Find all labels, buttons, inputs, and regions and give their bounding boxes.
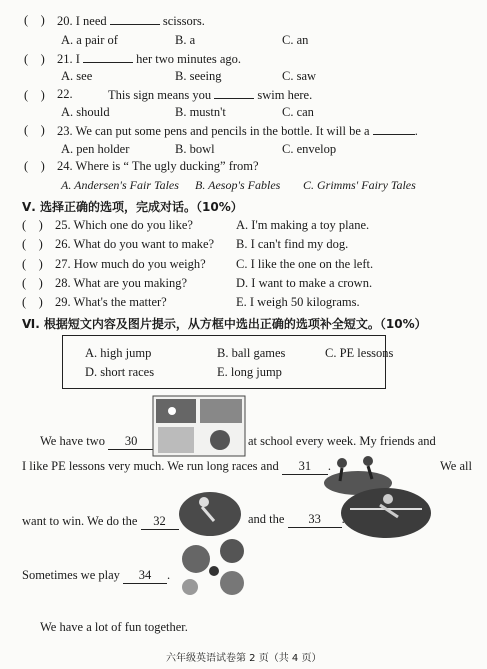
options-box: A. high jump B. ball games C. PE lessons D. short races E. long jump bbox=[62, 335, 386, 389]
page-footer: 六年级英语试卷第 2 页（共 4 页） bbox=[166, 653, 322, 664]
answer-paren[interactable]: ( ) bbox=[24, 123, 45, 137]
answer-paren[interactable]: ( ) bbox=[22, 218, 43, 232]
answer-paren[interactable]: ( ) bbox=[24, 13, 45, 27]
answer-paren[interactable]: ( ) bbox=[22, 276, 43, 290]
high-jump-illustration bbox=[340, 487, 432, 539]
blank-34[interactable]: 34 bbox=[123, 568, 167, 584]
answer-paren[interactable]: ( ) bbox=[22, 295, 43, 309]
answer-paren[interactable]: ( ) bbox=[24, 88, 45, 102]
blank-32[interactable]: 32 bbox=[141, 514, 179, 530]
answer-paren[interactable]: ( ) bbox=[22, 257, 43, 271]
section-6-title: Ⅵ. 根据短文内容及图片提示，从方框中选出正确的选项补全短文。（10%） bbox=[22, 317, 427, 331]
blank-30[interactable]: 30 bbox=[108, 434, 154, 450]
long-jump-illustration bbox=[178, 487, 242, 537]
blank-31[interactable]: 31 bbox=[282, 459, 328, 475]
blank bbox=[83, 51, 133, 63]
blank bbox=[110, 13, 160, 25]
blank bbox=[373, 123, 415, 135]
blank-33[interactable]: 33 bbox=[288, 512, 342, 528]
answer-paren[interactable]: ( ) bbox=[24, 52, 45, 66]
answer-paren[interactable]: ( ) bbox=[22, 237, 43, 251]
pe-lessons-illustration bbox=[152, 395, 246, 457]
answer-paren[interactable]: ( ) bbox=[24, 159, 45, 173]
ball-games-illustration bbox=[170, 537, 256, 599]
blank bbox=[214, 87, 254, 99]
section-5-title: Ⅴ. 选择正确的选项，完成对话。（10%） bbox=[22, 200, 243, 214]
